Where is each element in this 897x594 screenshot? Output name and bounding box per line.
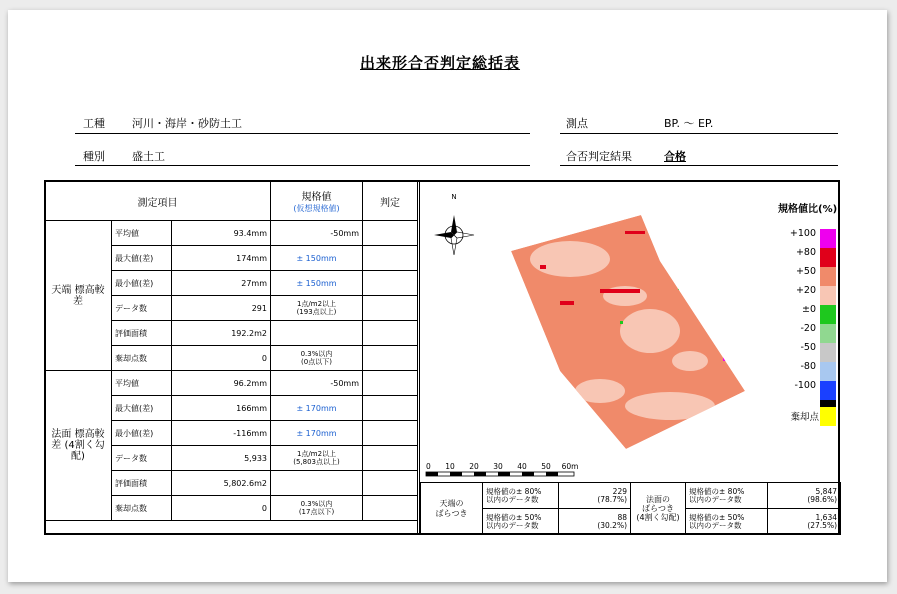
table-row <box>45 221 418 246</box>
patch-red <box>560 301 574 305</box>
row-spec-sub: (193点以上) <box>296 308 337 316</box>
houmen-count-80: 5,847 (98.6%) <box>807 486 837 504</box>
row-spec <box>271 496 363 521</box>
row-label: 最小値(差) <box>112 421 172 446</box>
legend-label: -100 <box>794 380 816 391</box>
tenba-value-50 <box>559 509 631 535</box>
legend-swatch <box>820 324 836 343</box>
legend-label: +100 <box>789 228 816 239</box>
header-spec <box>271 182 363 221</box>
legend-reject-swatch <box>820 407 836 426</box>
row-value: 0 <box>172 496 271 521</box>
result-value: 合格 <box>664 150 686 163</box>
patch-light <box>672 351 708 371</box>
divider <box>560 165 838 166</box>
row-label: 平均値 <box>112 221 172 246</box>
legend-swatch <box>820 267 836 286</box>
table-row <box>45 371 418 396</box>
scale-tick-label: 0 <box>426 462 431 471</box>
row-value: -116mm <box>172 421 271 446</box>
row-spec: ± 170mm <box>271 396 363 421</box>
legend-swatch <box>820 343 836 362</box>
patch-light <box>625 392 715 420</box>
legend-label: +80 <box>795 247 816 258</box>
row-judge <box>363 421 418 446</box>
houmen-count-50: 1,634 (27.5%) <box>807 512 837 530</box>
row-spec <box>271 471 363 496</box>
row-spec <box>271 321 363 346</box>
scale-tick-label: 60m <box>561 462 579 471</box>
row-label: 棄却点数 <box>112 496 172 521</box>
legend-label: -20 <box>800 323 816 334</box>
scale-tick-label: 30 <box>493 462 503 471</box>
row-value: 166mm <box>172 396 271 421</box>
row-label: データ数 <box>112 446 172 471</box>
divider <box>75 133 530 134</box>
compass <box>434 193 474 255</box>
desc-80: 規格値の± 80% 以内のデータ数 <box>486 486 542 504</box>
koshu-value: 河川・海岸・砂防土工 <box>132 117 242 130</box>
compass-label: N <box>451 193 457 201</box>
divider <box>560 133 838 134</box>
row-spec <box>271 446 363 471</box>
houmen-value-50 <box>768 509 841 535</box>
legend-label: +20 <box>795 285 816 296</box>
tenba-desc-50 <box>483 509 559 535</box>
tenba-desc-80 <box>483 483 559 509</box>
row-judge <box>363 246 418 271</box>
legend-swatch <box>820 381 836 400</box>
row-spec: -50mm <box>271 371 363 396</box>
row-judge <box>363 271 418 296</box>
patch-magenta <box>723 349 728 361</box>
row-value: 0 <box>172 346 271 371</box>
compass-west-arrow <box>434 232 454 238</box>
desc-50: 規格値の± 50% 以内のデータ数 <box>486 512 542 530</box>
houmen-desc-50 <box>686 509 768 535</box>
tenba-variance-text: 天端の ばらつき <box>435 498 468 518</box>
patch-green <box>620 321 623 324</box>
tenba-count-80: 229 (78.7%) <box>597 486 627 504</box>
row-value: 5,933 <box>172 446 271 471</box>
row-spec-sub: (0点以下) <box>301 358 332 366</box>
result-label: 合否判定結果 <box>566 150 632 163</box>
patch-light <box>530 241 610 277</box>
row-spec: ± 170mm <box>271 421 363 446</box>
houmen-variance-text: 法面の ばらつき (4割く勾配) <box>636 495 680 522</box>
group-label: 天端 標高較差 <box>45 221 112 371</box>
scale-tick-label: 50 <box>541 462 551 471</box>
legend-label: -80 <box>800 361 816 372</box>
row-spec-main: 1点/m2以上 <box>296 300 337 308</box>
row-label: 最大値(差) <box>112 396 172 421</box>
row-judge <box>363 346 418 371</box>
site-heatmap <box>511 215 745 449</box>
row-judge <box>363 446 418 471</box>
row-judge <box>363 496 418 521</box>
patch-light <box>620 309 680 353</box>
row-judge <box>363 221 418 246</box>
patch-red <box>625 231 645 234</box>
houmen-desc-80 <box>686 483 768 509</box>
legend-swatch <box>820 286 836 305</box>
shubetsu-value: 盛土工 <box>132 150 165 163</box>
legend-label: ±0 <box>801 304 816 315</box>
variance-table <box>420 482 841 535</box>
row-spec: -50mm <box>271 221 363 246</box>
row-spec-main: 1点/m2以上 <box>296 450 337 458</box>
row-spec-main: 0.3%以内 <box>300 350 333 358</box>
koshu-label: 工種 <box>83 117 105 130</box>
header-spec-label: 規格値 <box>301 192 332 203</box>
patch-light <box>575 379 625 403</box>
legend-swatch <box>820 248 836 267</box>
shubetsu-label: 種別 <box>83 150 105 163</box>
compass-east-arrow <box>454 232 474 238</box>
row-value: 27mm <box>172 271 271 296</box>
scale-tick-label: 10 <box>445 462 455 471</box>
legend-swatch <box>820 362 836 381</box>
patch-red <box>600 289 640 293</box>
legend-swatch <box>820 229 836 248</box>
row-label: 評価面積 <box>112 471 172 496</box>
row-label: 棄却点数 <box>112 346 172 371</box>
compass-north-arrow <box>451 215 457 235</box>
page-title: 出来形合否判定総括表 <box>360 54 521 72</box>
row-judge <box>363 371 418 396</box>
row-value: 291 <box>172 296 271 321</box>
row-judge <box>363 296 418 321</box>
header-judge: 判定 <box>363 182 418 221</box>
houmen-value-80 <box>768 483 841 509</box>
row-value: 5,802.6m2 <box>172 471 271 496</box>
row-label: 最小値(差) <box>112 271 172 296</box>
row-value: 192.2m2 <box>172 321 271 346</box>
scale-bar <box>426 462 578 476</box>
row-judge <box>363 321 418 346</box>
legend-label: +50 <box>795 266 816 277</box>
row-spec-sub: (5,803点以上) <box>293 458 340 466</box>
patch-green <box>678 286 682 290</box>
legend-reject-label: 棄却点 <box>790 412 819 423</box>
desc-50: 規格値の± 50% 以内のデータ数 <box>689 512 745 530</box>
row-spec-main: 0.3%以内 <box>300 500 333 508</box>
sokuten-label: 測点 <box>566 117 588 130</box>
group-label: 法面 標高較差 (4割く勾配) <box>45 371 112 521</box>
desc-80: 規格値の± 80% 以内のデータ数 <box>689 486 745 504</box>
heatmap-area <box>420 181 840 481</box>
tenba-variance-label <box>421 483 483 535</box>
scale-tick-label: 20 <box>469 462 479 471</box>
measurement-table <box>44 181 418 521</box>
row-label: 平均値 <box>112 371 172 396</box>
row-spec-sub: (17点以下) <box>298 508 335 516</box>
row-label: 評価面積 <box>112 321 172 346</box>
legend-swatch <box>820 305 836 324</box>
houmen-variance-label <box>631 483 686 535</box>
row-judge <box>363 396 418 421</box>
sokuten-value: BP. 〜 EP. <box>664 117 714 130</box>
row-label: 最大値(差) <box>112 246 172 271</box>
header-spec-sub: (仮想規格値) <box>293 204 340 213</box>
tenba-value-80 <box>559 483 631 509</box>
scale-tick-label: 40 <box>517 462 527 471</box>
legend-label: -50 <box>800 342 816 353</box>
row-spec <box>271 296 363 321</box>
legend-title: 規格値比(%) <box>778 204 838 215</box>
row-value: 93.4mm <box>172 221 271 246</box>
row-spec: ± 150mm <box>271 271 363 296</box>
tenba-count-50: 88 (30.2%) <box>597 512 627 530</box>
row-label: データ数 <box>112 296 172 321</box>
divider <box>75 165 530 166</box>
row-spec: ± 150mm <box>271 246 363 271</box>
row-value: 96.2mm <box>172 371 271 396</box>
compass-south-arrow <box>451 235 457 255</box>
header-item: 測定項目 <box>45 182 271 221</box>
row-spec <box>271 346 363 371</box>
row-judge <box>363 471 418 496</box>
row-value: 174mm <box>172 246 271 271</box>
patch-red <box>540 265 546 269</box>
